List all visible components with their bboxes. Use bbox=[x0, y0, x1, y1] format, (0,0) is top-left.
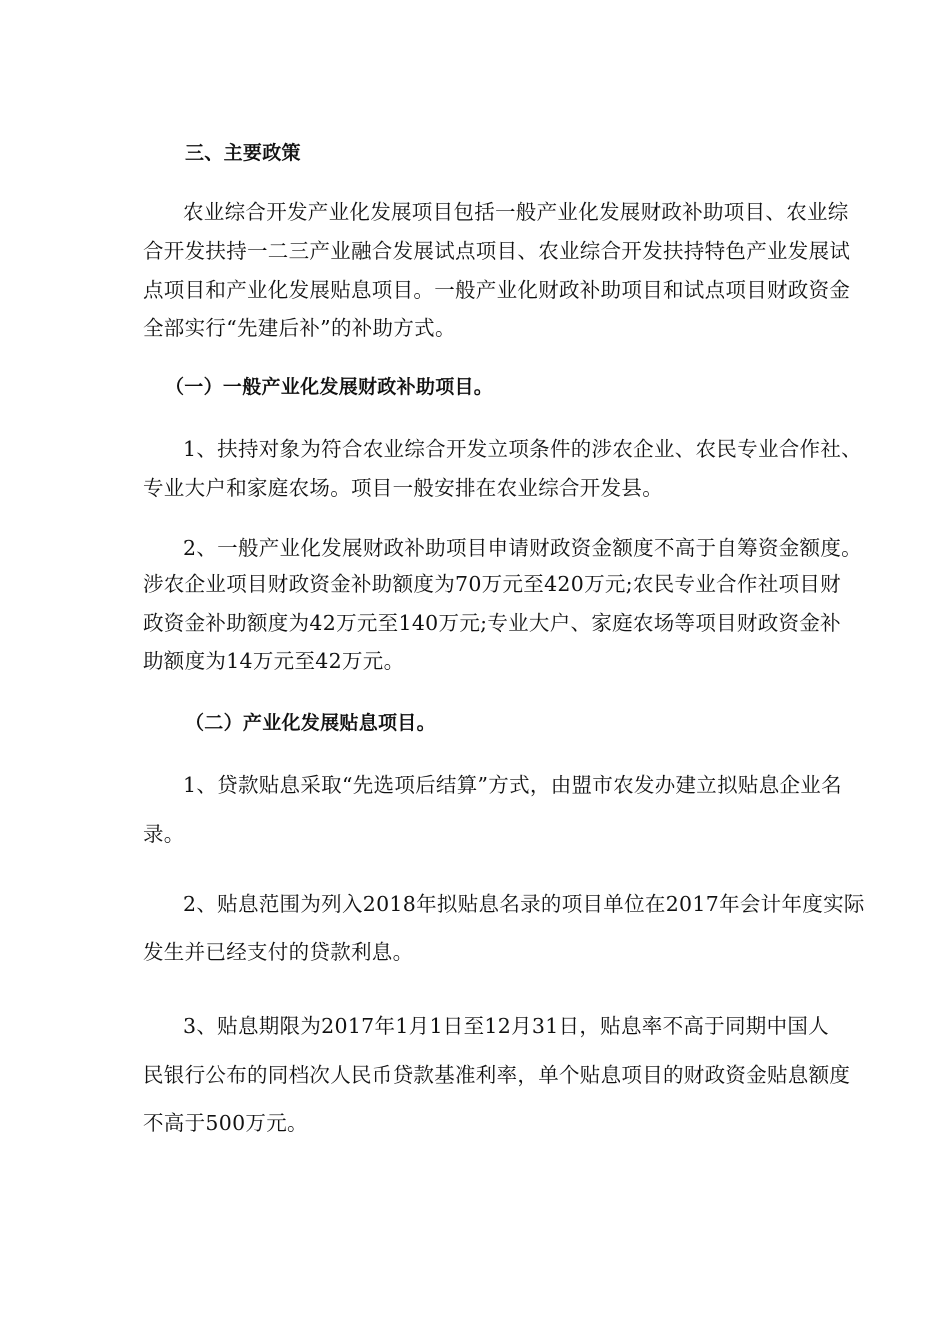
intro-line-4: 全部实行“先建后补”的补助方式。 bbox=[143, 316, 456, 340]
intro-line-2: 合开发扶持一二三产业融合发展试点项目、农业综合开发扶持特色产业发展试 bbox=[143, 239, 851, 263]
subsection-1-heading: （一）一般产业化发展财政补助项目。 bbox=[165, 376, 494, 398]
sub1-item1-line-1: 1、扶持对象为符合农业综合开发立项条件的涉农企业、农民专业合作社、 bbox=[183, 437, 862, 461]
intro-line-1: 农业综合开发产业化发展项目包括一般产业化发展财政补助项目、农业综 bbox=[183, 200, 849, 224]
sub1-item1-line-2: 专业大户和家庭农场。项目一般安排在农业综合开发县。 bbox=[143, 476, 663, 500]
sub2-item3-line-2: 民银行公布的同档次人民币贷款基准利率，单个贴息项目的财政资金贴息额度 bbox=[143, 1063, 851, 1087]
sub1-item2-line-1: 2、一般产业化发展财政补助项目申请财政资金额度不高于自筹资金额度。 bbox=[183, 536, 862, 560]
sub1-item2-line-4: 助额度为14万元至42万元。 bbox=[143, 649, 405, 673]
sub2-item2-line-1: 2、贴息范围为列入2018年拟贴息名录的项目单位在2017年会计年度实际 bbox=[183, 892, 865, 916]
sub2-item3-line-3: 不高于500万元。 bbox=[143, 1111, 308, 1135]
sub1-item2-line-2: 涉农企业项目财政资金补助额度为70万元至420万元;农民专业合作社项目财 bbox=[143, 572, 841, 596]
sub2-item3-line-1: 3、贴息期限为2017年1月1日至12月31日，贴息率不高于同期中国人 bbox=[183, 1014, 829, 1038]
subsection-2-heading: （二）产业化发展贴息项目。 bbox=[185, 712, 436, 734]
sub2-item2-line-2: 发生并已经支付的贷款利息。 bbox=[143, 940, 414, 964]
intro-line-3: 点项目和产业化发展贴息项目。一般产业化财政补助项目和试点项目财政资金 bbox=[143, 278, 851, 302]
section-title: 三、主要政策 bbox=[185, 142, 301, 164]
sub2-item1-line-2: 录。 bbox=[143, 822, 185, 846]
sub2-item1-line-1: 1、贷款贴息采取“先选项后结算”方式，由盟市农发办建立拟贴息企业名 bbox=[183, 773, 842, 797]
sub1-item2-line-3: 政资金补助额度为42万元至140万元;专业大户、家庭农场等项目财政资金补 bbox=[143, 611, 841, 635]
